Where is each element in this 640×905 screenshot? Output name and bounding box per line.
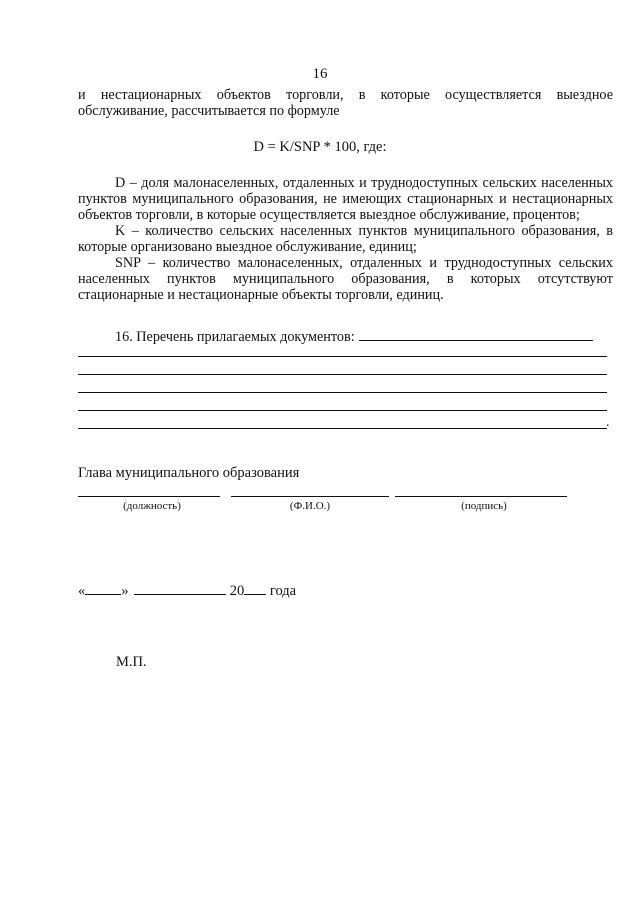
definition-k: K – количество сельских населенных пунктов муниципального образования, в которые организовано выездное обслуживание, единиц; xyxy=(78,223,613,255)
definitions xyxy=(78,175,613,303)
intro-paragraph xyxy=(78,87,613,119)
date-open-quote: « xyxy=(78,583,86,599)
date-suffix: года xyxy=(269,583,297,599)
definition-snp: SNP – количество малонаселенных, отдаленных и труднодоступных сельских населенных пунктов муниципального образования, в которых отсутствуют стационарные и нестационарные объекты торговли, единиц. xyxy=(78,255,613,303)
year-input-line[interactable] xyxy=(244,583,266,595)
documents-input-line[interactable] xyxy=(359,328,593,341)
definition-d: D – доля малонаселенных, отдаленных и труднодоступных сельских населенных пунктов муниципального образования, не имеющих стационарных и нестационарных объектов торговли, в которые осуществляется выездное обслуживание, процентов; xyxy=(78,175,613,223)
documents-blank-line[interactable] xyxy=(78,356,607,357)
documents-blank-line[interactable] xyxy=(78,410,607,411)
position-signature-line[interactable] xyxy=(78,496,220,497)
date-field xyxy=(78,583,296,600)
day-input-line[interactable] xyxy=(85,583,121,595)
formula: D = K/SNP * 100, где: xyxy=(253,139,387,155)
documents-blank-line[interactable] xyxy=(78,392,607,393)
sign-caption: (подпись) xyxy=(461,500,507,512)
documents-blank-line[interactable] xyxy=(78,428,607,429)
name-caption: (Ф.И.О.) xyxy=(289,500,331,512)
name-signature-line[interactable] xyxy=(231,496,389,497)
stamp-placeholder: М.П. xyxy=(116,654,147,670)
signature-title: Глава муниципального образования xyxy=(78,465,300,481)
year-prefix: 20 xyxy=(229,583,245,599)
documents-field xyxy=(115,328,593,346)
documents-blank-line[interactable] xyxy=(78,374,607,375)
documents-label: 16. Перечень прилагаемых документов: xyxy=(115,329,355,345)
page-number: 16 xyxy=(312,66,328,82)
date-close-quote: » xyxy=(121,583,129,599)
documents-end-period: . xyxy=(606,415,610,430)
position-caption: (должность) xyxy=(123,500,181,512)
month-input-line[interactable] xyxy=(134,583,226,595)
sign-signature-line[interactable] xyxy=(395,496,567,497)
intro-text: и нестационарных объектов торговли, в которые осуществляется выездное обслуживание, рассчитывается по формуле xyxy=(78,87,613,119)
